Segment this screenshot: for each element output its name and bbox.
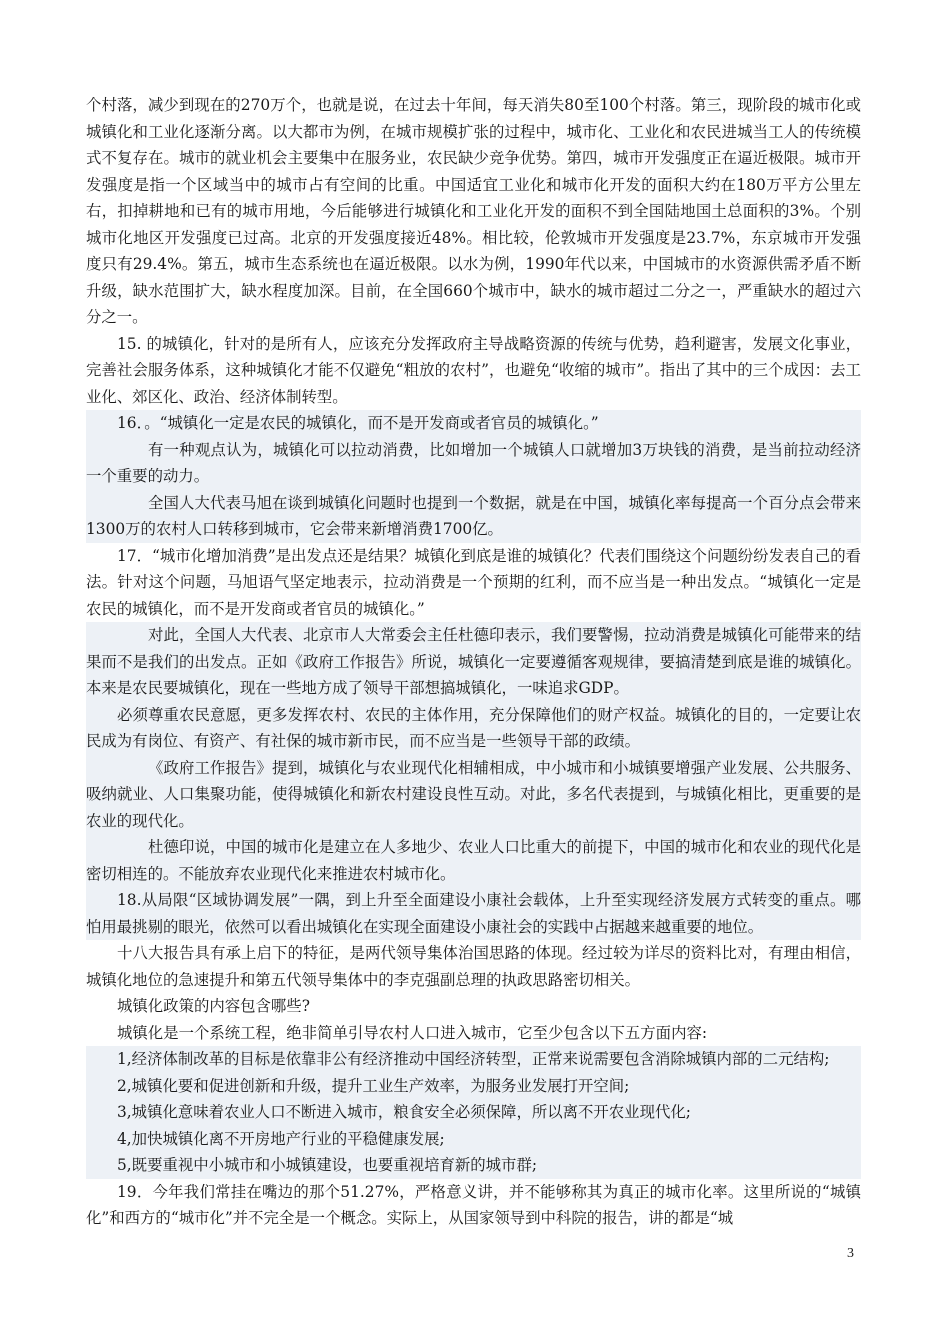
paragraph-dudeyin-agriculture: 杜德印说，中国的城市化是建立在人多地少、农业人口比重大的前提下，中国的城市化和农业的现代化是密切相连的。不能放弃农业现代化来推进农村城市化。 bbox=[86, 834, 861, 887]
paragraph-eighteenth-congress: 十八大报告具有承上启下的特征，是两代领导集体治国思路的体现。经过较为详尽的资料比对，有理由相信，城镇化地位的急速提升和第五代领导集体中的李克强副总理的执政思路密切相关。 bbox=[86, 944, 861, 989]
list-item-policy-2: 2,城镇化要和促进创新和升级，提升工业生产效率，为服务业发展打开空间; bbox=[86, 1073, 861, 1100]
paragraph-respect-farmers: 必须尊重农民意愿，更多发挥农村、农民的主体作用，充分保障他们的财产权益。城镇化的目的，一定要让农民成为有岗位、有资产、有社保的城市新市民，而不应当是一些领导干部的政绩。 bbox=[86, 702, 861, 755]
list-item-policy-5: 5,既要重视中小城市和小城镇建设，也要重视培育新的城市群; bbox=[86, 1152, 861, 1179]
paragraph-maxu-data: 全国人大代表马旭在谈到城镇化问题时也提到一个数据，就是在中国，城镇化率每提高一个百分点会带来1300万的农村人口转移到城市，它会带来新增消费1700亿。 bbox=[86, 490, 861, 543]
list-item-policy-3: 3,城镇化意味着农业人口不断进入城市，粮食安全必须保障，所以离不开农业现代化; bbox=[86, 1099, 861, 1126]
paragraph-item-18: 18.从局限“区域协调发展”一隅，到上升至全面建设小康社会载体，上升至实现经济发展方式转变的重点。哪怕用最挑剔的眼光，依然可以看出城镇化在实现全面建设小康社会的实践中占据越来越重要的地位。 bbox=[86, 887, 861, 940]
paragraph-urbanization-limits: 个村落，减少到现在的270万个，也就是说，在过去十年间，每天消失80至100个村落。第三，现阶段的城市化或城镇化和工业化逐渐分离。以大都市为例，在城市规模扩张的过程中，城市化、工业化和农民进城当工人的传统模式不复存在。城市的就业机会主要集中在服务业，农民缺少竞争优势。第四，城市开发强度正在逼近极限。城市开发强度是指一个区域当中的城市占有空间的比重。中国适宜工业化和城市化开发的面积大约在180万平方公里左右，扣掉耕地和已有的城市用地，今后能够进行城镇化和工业化开发的面积不到全国陆地国土总面积的3%。个别城市化地区开发强度已过高。北京的开发强度接近48%。相比较，伦敦城市开发强度是23.7%，东京城市开发强度只有29.4%。第五，城市生态系统也在逼近极限。以水为例，1990年代以来，中国城市的水资源供需矛盾不断升级，缺水范围扩大，缺水程度加深。目前，在全国660个城市中，缺水的城市超过二分之一，严重缺水的超过六分之一。 bbox=[86, 96, 861, 326]
paragraph-item-15: 15. 的城镇化，针对的是所有人，应该充分发挥政府主导战略资源的传统与优势，趋利避害，发展文化事业，完善社会服务体系，这种城镇化才能不仅避免“粗放的农村”，也避免“收缩的城市”。指出了其中的三个成因：去工业化、郊区化、政治、经济体制转型。 bbox=[86, 334, 861, 406]
paragraph-item-16: 16．。“城镇化一定是农民的城镇化，而不是开发商或者官员的城镇化。” bbox=[86, 410, 861, 437]
paragraph-government-report: 《政府工作报告》提到，城镇化与农业现代化相辅相成，中小城市和小城镇要增强产业发展、公共服务、吸纳就业、人口集聚功能，使得城镇化和新农村建设良性互动。对此，多名代表提到，与城镇化相比，更重要的是农业的现代化。 bbox=[86, 755, 861, 835]
page-number: 3 bbox=[847, 1246, 854, 1261]
document-body bbox=[86, 92, 861, 1232]
paragraph-item-19: 19．今年我们常挂在嘴边的那个51.27%，严格意义讲，并不能够称其为真正的城市化率。这里所说的“城镇化”和西方的“城市化”并不完全是一个概念。实际上，从国家领导到中科院的报告，讲的都是“城 bbox=[86, 1182, 861, 1227]
paragraph-dudeyin-warning: 对此，全国人大代表、北京市人大常委会主任杜德印表示，我们要警惕，拉动消费是城镇化可能带来的结果而不是我们的出发点。正如《政府工作报告》所说，城镇化一定要遵循客观规律，要搞清楚到底是谁的城镇化。本来是农民要城镇化，现在一些地方成了领导干部想搞城镇化，一味追求GDP。 bbox=[86, 622, 861, 702]
paragraph-policy-intro: 城镇化是一个系统工程，绝非简单引导农村人口进入城市，它至少包含以下五方面内容: bbox=[117, 1023, 708, 1042]
paragraph-policy-question: 城镇化政策的内容包含哪些? bbox=[117, 997, 310, 1015]
paragraph-consumption-view: 有一种观点认为，城镇化可以拉动消费，比如增加一个城镇人口就增加3万块钱的消费，是当前拉动经济一个重要的动力。 bbox=[86, 437, 861, 490]
paragraph-item-17: 17．“城市化增加消费”是出发点还是结果？城镇化到底是谁的城镇化？代表们围绕这个问题纷纷发表自己的看法。针对这个问题，马旭语气坚定地表示，拉动消费是一个预期的红利，而不应当是一种出发点。“城镇化一定是农民的城镇化，而不是开发商或者官员的城镇化。” bbox=[86, 546, 861, 618]
list-item-policy-4: 4,加快城镇化离不开房地产行业的平稳健康发展; bbox=[86, 1126, 861, 1153]
list-item-policy-1: 1,经济体制改革的目标是依靠非公有经济推动中国经济转型，正常来说需要包含消除城镇内部的二元结构; bbox=[86, 1046, 861, 1073]
